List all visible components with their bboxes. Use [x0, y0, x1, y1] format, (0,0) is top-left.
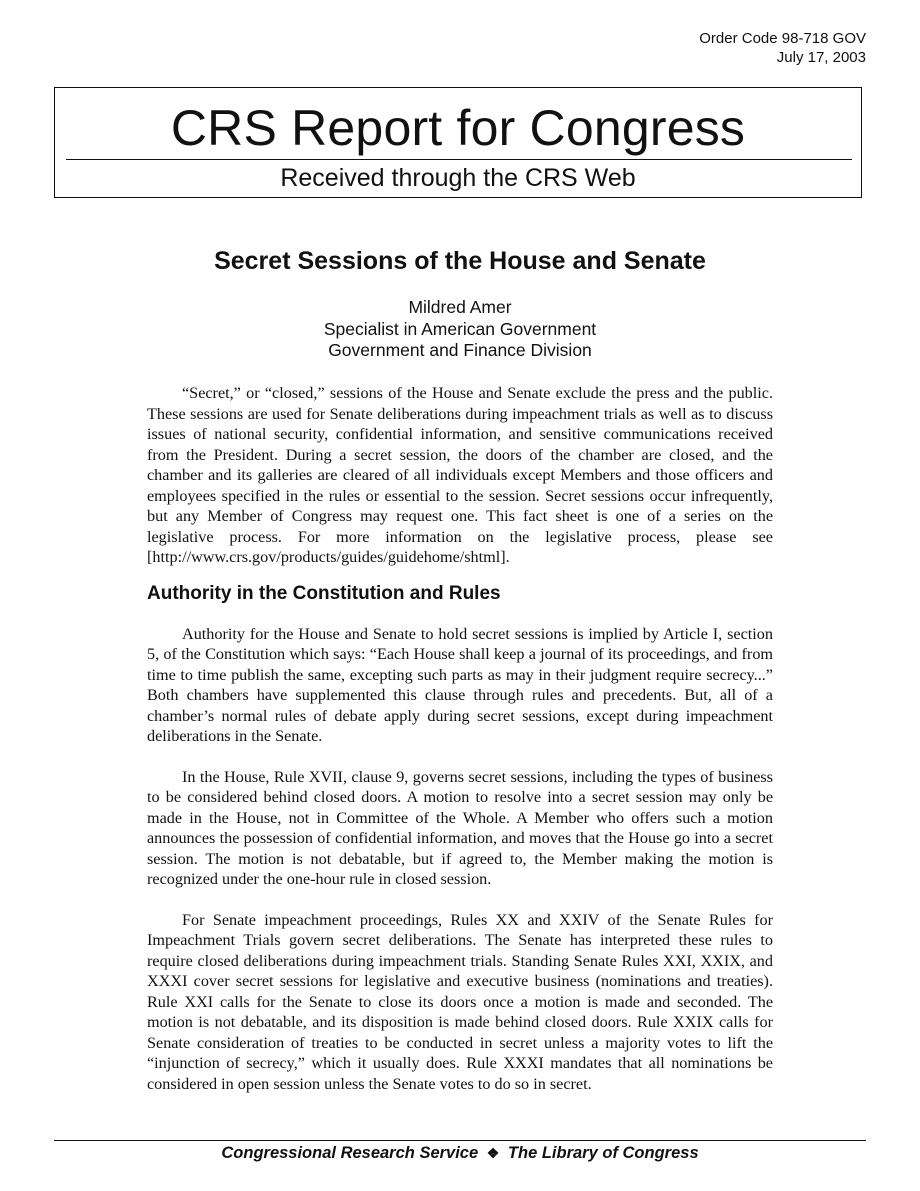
- diamond-separator-icon: ❖: [486, 1145, 500, 1161]
- body-paragraph-1: Authority for the House and Senate to hold secret sessions is implied by Article I, section 5, of the Constitution which says: “Each House shall keep a journal of its proceedings, and from time to time publish the same, excepting such parts as may in their judgment require secrecy...” Both chambers have supplemented this clause through rules and precedents. But, all of a chamber’s normal rules of debate apply during secret sessions, except during impeachment deliberations in the Senate.: [147, 624, 773, 745]
- banner-subtitle: Received through the CRS Web: [280, 164, 636, 192]
- author-name: Mildred Amer: [408, 297, 512, 317]
- author-division: Government and Finance Division: [328, 340, 592, 360]
- order-code: Order Code 98-718 GOV: [699, 30, 866, 47]
- document-title: Secret Sessions of the House and Senate: [214, 247, 706, 275]
- summary-paragraph: “Secret,” or “closed,” sessions of the House and Senate exclude the press and the public. These sessions are used for Senate deliberations during impeachment trials as well as to discuss issues of national security, confidential information, and sensitive communications received from the President. During a secret session, the doors of the chamber are closed, and the chamber and its galleries are cleared of all individuals except Members and those officers and employees specified in the rules or essential to the session. Secret sessions occur infrequently, but any Member of Congress may request one. This fact sheet is one of a series on the legislative process. For more information on the legislative process, please see [http://www.crs.gov/products/guides/guidehome/shtml].: [147, 384, 773, 566]
- page-footer: [0, 1143, 920, 1164]
- footer-divider: [54, 1140, 866, 1141]
- report-date: July 17, 2003: [776, 49, 866, 66]
- order-code-block: [466, 29, 866, 67]
- body-paragraph-2: In the House, Rule XVII, clause 9, governs secret sessions, including the types of business to be considered behind closed doors. A motion to resolve into a secret session may only be made in the House, not in Committee of the Whole. A Member who offers such a motion announces the possession of confidential information, and moves that the House go into a secret session. The motion is not debatable, but if agreed to, the Member making the motion is recognized under the one-hour rule in closed session.: [147, 767, 773, 888]
- banner-divider: [66, 159, 852, 160]
- banner-title: CRS Report for Congress: [170, 100, 746, 156]
- report-banner: [54, 87, 862, 198]
- body-paragraph-3: For Senate impeachment proceedings, Rules XX and XXIV of the Senate Rules for Impeachment Trials govern secret deliberations. The Senate has interpreted these rules to require closed deliberations during impeachment trials. Standing Senate Rules XXI, XXIX, and XXXI cover secret sessions for legislative and executive business (nominations and treaties). Rule XXI calls for the Senate to close its doors once a motion is made and seconded. The motion is not debatable, and its disposition is made behind closed doors. Rule XXIX calls for Senate consideration of treaties to be conducted in secret unless a majority votes to lift the “injunction of secrecy,” which it usually does. Rule XXXI mandates that all nominations be considered in open session unless the Senate votes to do so in secret.: [147, 910, 773, 1093]
- document-body: [147, 383, 773, 1094]
- footer-library: The Library of Congress: [507, 1144, 699, 1162]
- author-title: Specialist in American Government: [323, 318, 597, 339]
- section-heading: Authority in the Constitution and Rules: [147, 582, 501, 604]
- author-block: [0, 297, 920, 362]
- footer-organization: Congressional Research Service: [221, 1144, 479, 1162]
